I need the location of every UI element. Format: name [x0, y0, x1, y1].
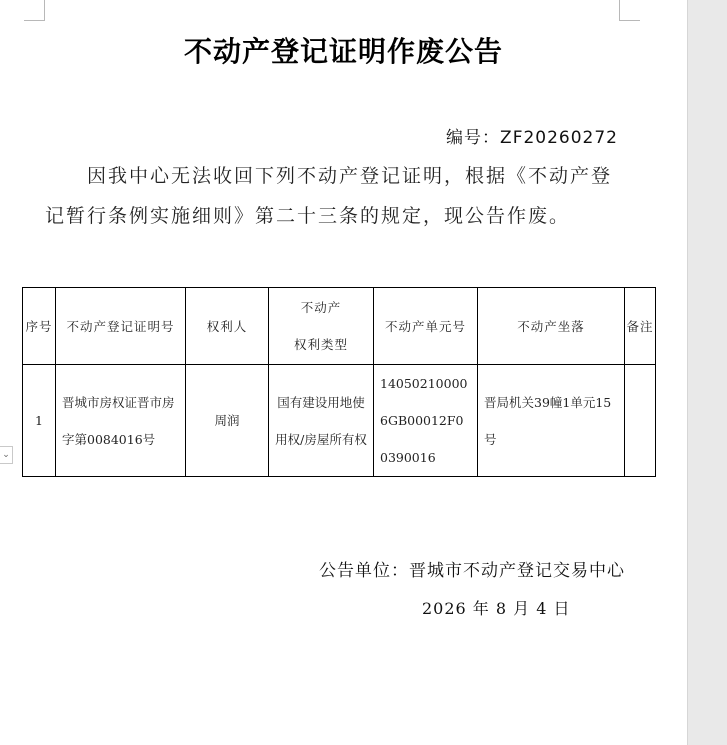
cell-location: 晋局机关39幢1单元15号 — [478, 365, 625, 477]
issue-date: 2026 年 8 月 4 日 — [422, 599, 571, 618]
cell-right-type: 国有建设用地使用权/房屋所有权 — [269, 365, 374, 477]
document-number: 编号：ZF20260272 — [446, 128, 618, 148]
cell-remark — [625, 365, 656, 477]
header-cert-no: 不动产登记证明号 — [56, 288, 186, 365]
cell-index: 1 — [23, 365, 56, 477]
cell-owner: 周润 — [186, 365, 269, 477]
header-unit-no: 不动产单元号 — [374, 288, 478, 365]
table-header-row — [23, 288, 656, 365]
page-corner-mark — [619, 0, 640, 21]
issuing-unit: 公告单位：晋城市不动产登记交易中心 — [319, 561, 625, 581]
header-owner: 权利人 — [186, 288, 269, 365]
body-paragraph — [45, 156, 625, 236]
body-text: 因我中心无法收回下列不动产登记证明，根据《不动产登记暂行条例实施细则》第二十三条的规定，现公告作废。 — [45, 165, 613, 227]
header-right-type: 不动产 权利类型 — [269, 288, 374, 365]
cell-cert-no: 晋城市房权证晋市房字第0084016号 — [56, 365, 186, 477]
cell-unit-no: 140502100006GB00012F00390016 — [374, 365, 478, 477]
table-row — [23, 365, 656, 477]
page-corner-mark — [24, 0, 45, 21]
header-location: 不动产坐落 — [478, 288, 625, 365]
viewer-gutter — [687, 0, 727, 745]
header-remark: 备注 — [625, 288, 656, 365]
certificate-table — [22, 287, 656, 477]
document-title: 不动产登记证明作废公告 — [183, 35, 503, 68]
header-index: 序号 — [23, 288, 56, 365]
chevron-down-icon[interactable]: ⌄ — [0, 446, 13, 464]
